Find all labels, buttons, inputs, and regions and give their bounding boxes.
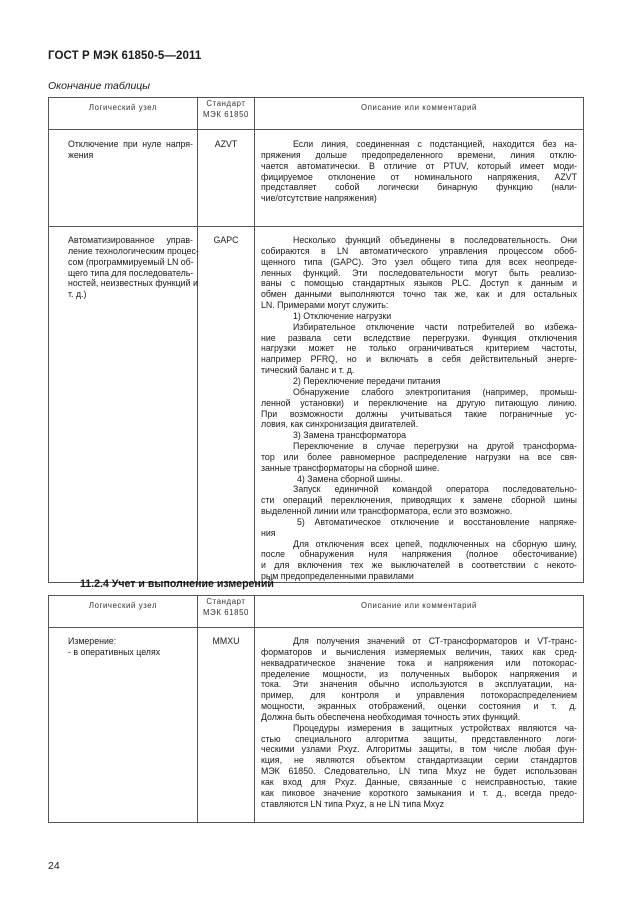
desc-line: Запуск единичной командой оператора последовательно- xyxy=(293,484,577,495)
desc-line: ние развала сети вследствие перегрузки. Функция отключения xyxy=(261,332,577,343)
header-standard-line2: МЭК 61850 xyxy=(203,607,249,617)
desc-line: Для получения значений от СТ-трансформаторов и VT-транс- xyxy=(293,636,577,646)
desc-line: ваны с помощью стандартных языков PLC. Доступ к данным и xyxy=(261,278,577,289)
header-standard-line1: Стандарт xyxy=(206,99,246,108)
desc-line: пример, для контроля и управления потокораспределением xyxy=(261,690,577,701)
desc-line: Процедуры измерения в защитных устройствах являются ча- xyxy=(293,722,577,733)
desc-cell-gapc xyxy=(255,227,584,583)
desc-line: Если линия, соединенная с подстанцией, находится без на- xyxy=(293,139,577,149)
node-cell-azvt xyxy=(49,130,198,227)
desc-line: Должна быть обеспечена необходимая точность этих функций. xyxy=(261,711,521,722)
page-number: 24 xyxy=(48,860,60,872)
desc-line: занные трансформаторы на сборной шине. xyxy=(261,462,440,473)
desc-line: ленной установки) и переключение на другую питающую линию. xyxy=(261,397,577,408)
node-line: жения xyxy=(68,149,94,160)
table-row-mmxu xyxy=(49,628,584,823)
code-cell-gapc: GAPC xyxy=(198,227,255,583)
header-standard-line1: Стандарт xyxy=(206,597,246,606)
section-heading: 11.2.4 Учет и выполнение измерений xyxy=(80,578,274,590)
header-logical-node: Логический узел xyxy=(49,98,198,130)
desc-line: щенного типа (GAPC). Это узел общего типа для всех неопреде- xyxy=(261,256,577,267)
desc-line: пределение мощности, из полученных выборок напряжения и xyxy=(261,668,577,679)
desc-line: 2) Переключение передачи питания xyxy=(293,375,441,386)
node-cell-mmxu xyxy=(49,628,198,823)
desc-line: ческими узлами Pxyz. Алгоритмы защиты, в том числе любая фун- xyxy=(261,744,577,755)
desc-line: ставляются LN типа Pxyz, а не LN типа Mxyz xyxy=(261,798,444,809)
desc-line: как вход для Pxyz. Данные, связанные с неисправностью, такие xyxy=(261,776,577,787)
header-standard xyxy=(198,596,255,628)
desc-line: как пиковое значение короткого замыкания и т. д., всегда предо- xyxy=(261,787,577,798)
desc-line: выделенной линии или трансформатора, если это возможно. xyxy=(261,506,513,517)
desc-cell-mmxu xyxy=(255,628,584,823)
desc-line: фицируемое отклонение от номинального напряжения, AZVT xyxy=(261,171,577,182)
desc-line: Обнаружение слабого электропитания (например, промыш- xyxy=(293,386,577,397)
node-line: ностей, неизвестных функций и xyxy=(68,278,198,289)
node-cell-gapc xyxy=(49,227,198,583)
node-line: т. д.) xyxy=(68,289,87,300)
desc-line: после обнаружения нуля напряжения (полное обесточивание) xyxy=(261,549,577,560)
node-line: Автоматизированное управ- xyxy=(68,235,193,245)
node-line: щего типа для последователь- xyxy=(68,267,194,278)
table-row-gapc xyxy=(49,227,584,583)
desc-line: и для включения тех же выключателей в соответствии с некото- xyxy=(261,560,577,571)
desc-line: форматоров и вычисления измеряемых величин, таких как сред- xyxy=(261,646,577,657)
desc-line: неквадратическое значение тока и напряжения или потокорас- xyxy=(261,657,577,668)
desc-line: представляет собой логически бинарную функцию (нали- xyxy=(261,182,577,193)
desc-line: 1) Отключение нагрузки xyxy=(293,310,392,321)
desc-line: рым предопределенными правилами xyxy=(261,571,414,582)
desc-line: LN. Примерами могут служить: xyxy=(261,300,389,311)
table-caption: Окончание таблицы xyxy=(48,80,151,92)
desc-cell-azvt xyxy=(255,130,584,227)
desc-line: ленных функций. Эти последовательности могут быть реализо- xyxy=(261,267,577,278)
desc-line: тока. Эти значения обычно используются в эксплуатации, на- xyxy=(261,679,577,690)
code-cell-azvt: AZVT xyxy=(198,130,255,227)
desc-line: 3) Замена трансформатора xyxy=(293,430,407,441)
header-standard xyxy=(198,98,255,130)
node-line: ление технологическим процес- xyxy=(68,245,199,256)
desc-line: Переключение в случае перегрузки на другой трансформа- xyxy=(293,441,577,452)
code-cell-mmxu: MMXU xyxy=(198,628,255,823)
desc-line: тический баланс и т. д. xyxy=(261,365,355,376)
desc-line: собираются в LN автоматического управления процессом обоб- xyxy=(261,245,577,256)
desc-line: 5) Автоматическое отключение и восстановление напряже- xyxy=(297,516,577,527)
header-standard-line2: МЭК 61850 xyxy=(203,109,249,119)
desc-line: нагрузки может не только ограничиваться критерием частоты, xyxy=(261,343,577,354)
desc-line: мощности, экранных отображений, оценки состояния и т. д. xyxy=(261,701,577,712)
desc-line: стью специального алгоритма защиты, представленного логи- xyxy=(261,733,577,744)
node-line: сом (программируемый LN об- xyxy=(68,256,194,267)
node-line: - в оперативных целях xyxy=(68,646,161,657)
header-description: Описание или комментарий xyxy=(255,98,584,130)
header-logical-node: Логический узел xyxy=(49,596,198,628)
desc-line: При возможности должны учитываться такие пограничные ус- xyxy=(261,408,577,419)
desc-line: МЭК 61850. Следовательно, LN типа Mxyz не будет использован xyxy=(261,766,577,777)
desc-line: например PFRQ, но и включать в себя действительный энерге- xyxy=(261,354,577,365)
desc-line: сти операций переключения, приводящих к замене сборной шины xyxy=(261,495,577,506)
desc-line: чие/отсутствие напряжения) xyxy=(261,193,377,204)
measurement-nodes-table xyxy=(48,595,584,823)
logical-nodes-table-continued xyxy=(48,97,584,583)
desc-line: Несколько функций объединены в последовательность. Они xyxy=(293,235,577,245)
desc-line: пряжения дольше предопределенного времени, линия отклю- xyxy=(261,149,577,160)
document-header: ГОСТ Р МЭК 61850-5—2011 xyxy=(48,50,202,62)
desc-line: 4) Замена сборной шины. xyxy=(297,473,403,484)
desc-line: обмен данными выполняются точно так же, как и для остальных xyxy=(261,289,577,300)
desc-line: чается автоматически. В отличие от PTUV, который имеет моди- xyxy=(261,160,577,171)
table-header-row xyxy=(49,98,584,130)
desc-line: ния xyxy=(261,527,276,538)
node-line: Отключение при нуле напря- xyxy=(68,139,193,149)
node-line: Измерение: xyxy=(68,636,117,646)
desc-line: Для отключения всех цепей, подключенных на сборную шину, xyxy=(293,538,577,549)
desc-line: кция, не являются объектом стандартизации серии стандартов xyxy=(261,755,577,766)
table-header-row xyxy=(49,596,584,628)
desc-line: ловия, как синхронизация двигателей. xyxy=(261,419,419,430)
table-row-azvt xyxy=(49,130,584,227)
header-description: Описание или комментарий xyxy=(255,596,584,628)
desc-line: тор или более равномерное распределение нагрузки на все свя- xyxy=(261,451,577,462)
desc-line: Избирательное отключение части потребителей во избежа- xyxy=(293,321,577,332)
